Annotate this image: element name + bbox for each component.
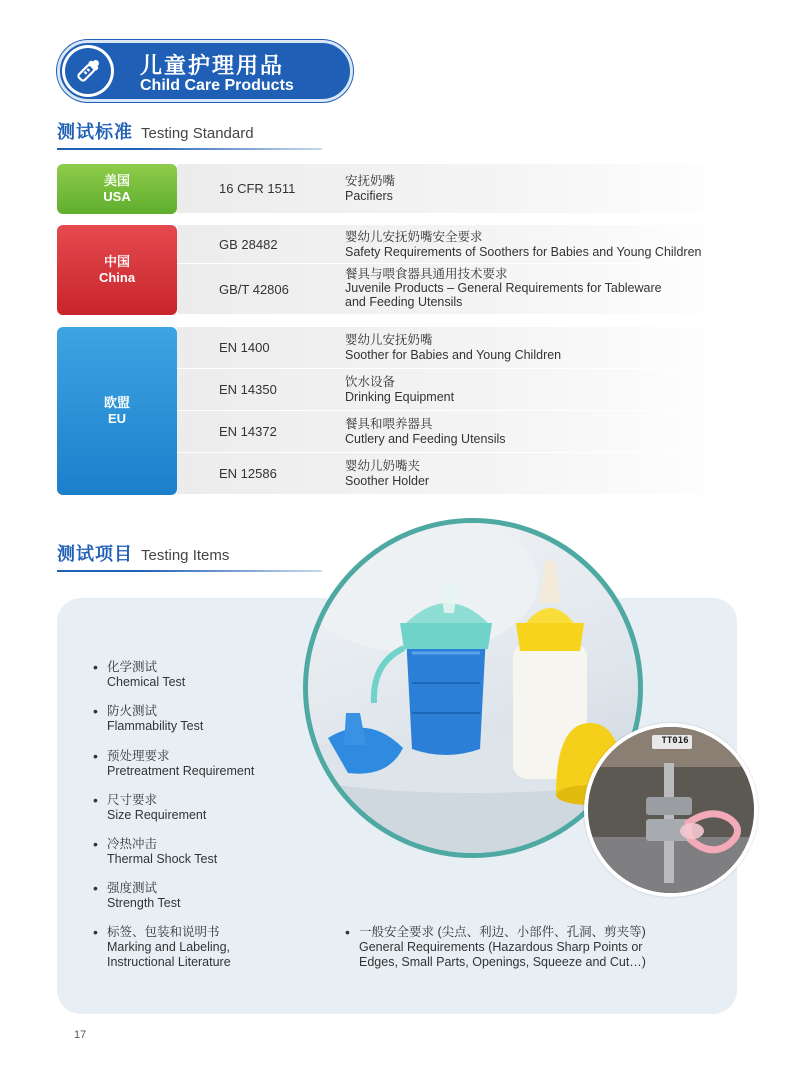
baby-bottle-icon [62, 45, 114, 97]
item-label-zh: 化学测试 [107, 660, 158, 674]
standard-desc-zh: 饮水设备 [345, 375, 396, 389]
region-label-en: USA [103, 189, 131, 204]
bullet-icon: • [93, 659, 98, 675]
standard-row [177, 264, 737, 315]
list-item [345, 924, 646, 970]
testing-items-heading [57, 540, 322, 572]
region-label-zh: 中国 [103, 254, 130, 269]
standard-desc-zh: 婴幼儿安抚奶嘴安全要求 [345, 230, 483, 244]
standard-code: EN 14350 [219, 382, 277, 397]
standard-row [177, 327, 737, 369]
item-label-en-cont: Edges, Small Parts, Openings, Squeeze and Cut…) [359, 955, 646, 969]
standard-row [177, 453, 737, 495]
item-label-en: Marking and Labeling, [107, 940, 230, 954]
section-divider [57, 148, 322, 150]
section-divider [57, 570, 322, 572]
standard-desc-zh: 婴幼儿奶嘴夹 [345, 459, 421, 473]
item-label-en: Pretreatment Requirement [107, 764, 255, 778]
item-label-en: Chemical Test [107, 675, 186, 689]
standard-desc-zh: 餐具和喂养器具 [345, 417, 433, 431]
standard-code: 16 CFR 1511 [219, 181, 296, 196]
bullet-icon: • [93, 748, 98, 764]
list-item [93, 880, 181, 911]
standard-group-eu [57, 327, 737, 495]
standard-group-usa [57, 164, 737, 214]
page-title-zh: 儿童护理用品 [140, 53, 285, 78]
instrument-label: TT016 [661, 736, 689, 746]
standard-desc-en: Juvenile Products – General Requirements for Tableware [345, 281, 662, 295]
item-label-en: Thermal Shock Test [107, 852, 218, 866]
item-label-zh: 标签、包装和说明书 [107, 925, 220, 939]
item-label-zh: 冷热冲击 [107, 837, 158, 851]
standard-desc-en: Safety Requirements of Soothers for Babies and Young Children [345, 245, 702, 259]
standard-row [177, 411, 737, 453]
region-badge-eu [57, 327, 177, 495]
item-label-en-cont: Instructional Literature [107, 955, 231, 969]
region-label-zh: 欧盟 [103, 395, 130, 410]
standard-desc-en: Soother for Babies and Young Children [345, 348, 562, 362]
standard-desc-en: Cutlery and Feeding Utensils [345, 432, 506, 446]
standard-desc-en: Drinking Equipment [345, 390, 455, 404]
item-label-zh: 预处理要求 [107, 749, 170, 763]
list-item [93, 659, 186, 690]
standard-row [177, 369, 737, 411]
item-label-zh: 尺寸要求 [107, 793, 158, 807]
bullet-icon: • [93, 924, 98, 940]
standard-row [177, 164, 737, 214]
item-label-zh: 防火测试 [107, 704, 158, 718]
region-badge-usa [57, 164, 177, 214]
bullet-icon: • [93, 836, 98, 852]
list-item [93, 924, 231, 970]
region-badge-china [57, 225, 177, 315]
list-item [93, 836, 218, 867]
bullet-icon: • [93, 880, 98, 896]
section-title-en: Testing Items [141, 547, 230, 564]
item-label-en: Flammability Test [107, 719, 204, 733]
page-number: 17 [74, 1029, 87, 1041]
region-label-en: EU [107, 411, 127, 426]
page-title-en: Child Care Products [140, 77, 294, 94]
item-label-zh: 一般安全要求 (尖点、利边、小部件、孔洞、剪夹等) [359, 925, 646, 939]
standard-desc-en: Soother Holder [345, 474, 430, 488]
bullet-icon: • [93, 703, 98, 719]
item-label-en: Size Requirement [107, 808, 207, 822]
standard-desc-en-cont: and Feeding Utensils [345, 295, 463, 309]
standard-desc-zh: 安抚奶嘴 [345, 174, 396, 188]
section-title-en: Testing Standard [141, 125, 254, 142]
standard-code: GB 28482 [219, 236, 278, 252]
testing-standard-heading [57, 118, 322, 150]
standard-code: GB/T 42806 [219, 281, 289, 297]
item-label-en: Strength Test [107, 896, 181, 910]
standard-row [177, 225, 737, 264]
standard-code: EN 14372 [219, 424, 277, 439]
header-banner [57, 40, 353, 102]
standard-code: EN 1400 [219, 340, 270, 355]
item-label-zh: 强度测试 [107, 881, 158, 895]
bullet-icon: • [345, 924, 350, 940]
section-title-zh: 测试项目 [57, 544, 133, 564]
item-label-en: General Requirements (Hazardous Sharp Points or [359, 940, 643, 954]
section-title-zh: 测试标准 [57, 122, 133, 142]
standard-group-china [57, 225, 737, 315]
standard-desc-zh: 婴幼儿安抚奶嘴 [345, 333, 433, 347]
bullet-icon: • [93, 792, 98, 808]
region-label-zh: 美国 [103, 173, 130, 188]
standard-code: EN 12586 [219, 466, 277, 481]
standard-desc-zh: 餐具与喂食器具通用技术要求 [345, 267, 508, 281]
test-instrument-photo [584, 723, 758, 897]
list-item [93, 792, 207, 823]
list-item [93, 703, 204, 734]
list-item [93, 748, 255, 779]
region-label-en: China [98, 270, 136, 285]
standard-desc-en: Pacifiers [345, 189, 393, 203]
